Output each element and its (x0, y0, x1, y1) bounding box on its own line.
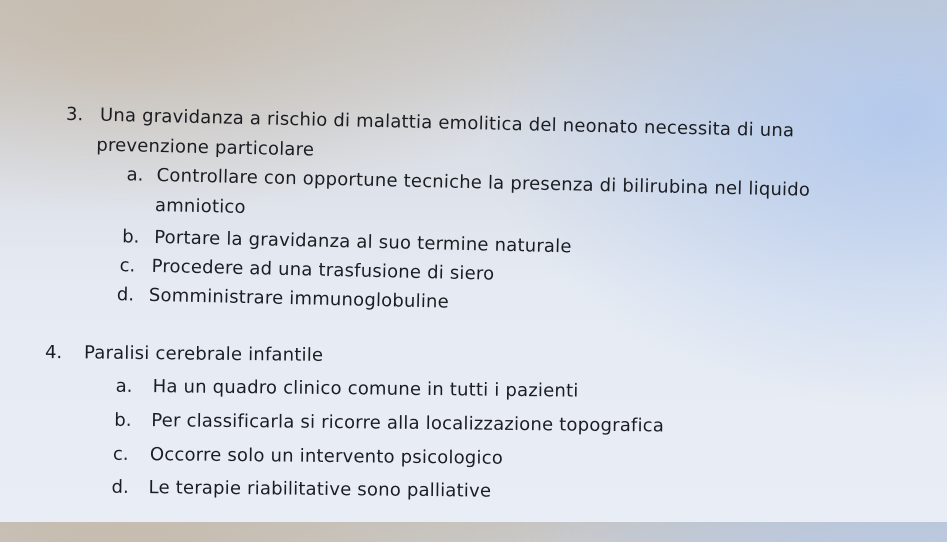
option-text: Somministrare immunoglobuline (148, 284, 450, 313)
option-text: Portare la gravidanza al suo termine naturale (154, 226, 572, 258)
option-letter: c. (119, 255, 136, 277)
option-letter: d. (111, 476, 129, 498)
option-text: Procedere ad una trasfusione di siero (151, 255, 495, 285)
question-text-line: Paralisi cerebrale infantile (83, 342, 324, 366)
option-letter: a. (115, 375, 133, 397)
option-text: Le terapie riabilitative sono palliative (148, 477, 492, 502)
option-text: Ha un quadro clinico comune in tutti i pazienti (152, 376, 579, 402)
option-letter: c. (112, 443, 129, 465)
question-number: 4. (44, 342, 63, 364)
option-text: Occorre solo un intervento psicologico (149, 444, 504, 469)
option-letter: b. (114, 409, 132, 431)
option-letter: b. (122, 226, 140, 248)
question-number: 3. (65, 103, 84, 126)
option-text: amniotico (154, 194, 246, 219)
question-text-line: prevenzione particolare (96, 134, 315, 161)
option-text: Controllare con opportune tecniche la presenza di bilirubina nel liquido (156, 164, 811, 201)
option-text: Per classificarla si ricorre alla localizzazione topografica (151, 410, 665, 437)
question-text-line: Una gravidanza a rischio di malattia emolitica del neonato necessita di una (99, 104, 795, 142)
option-letter: d. (116, 284, 135, 306)
option-letter: a. (126, 164, 144, 186)
